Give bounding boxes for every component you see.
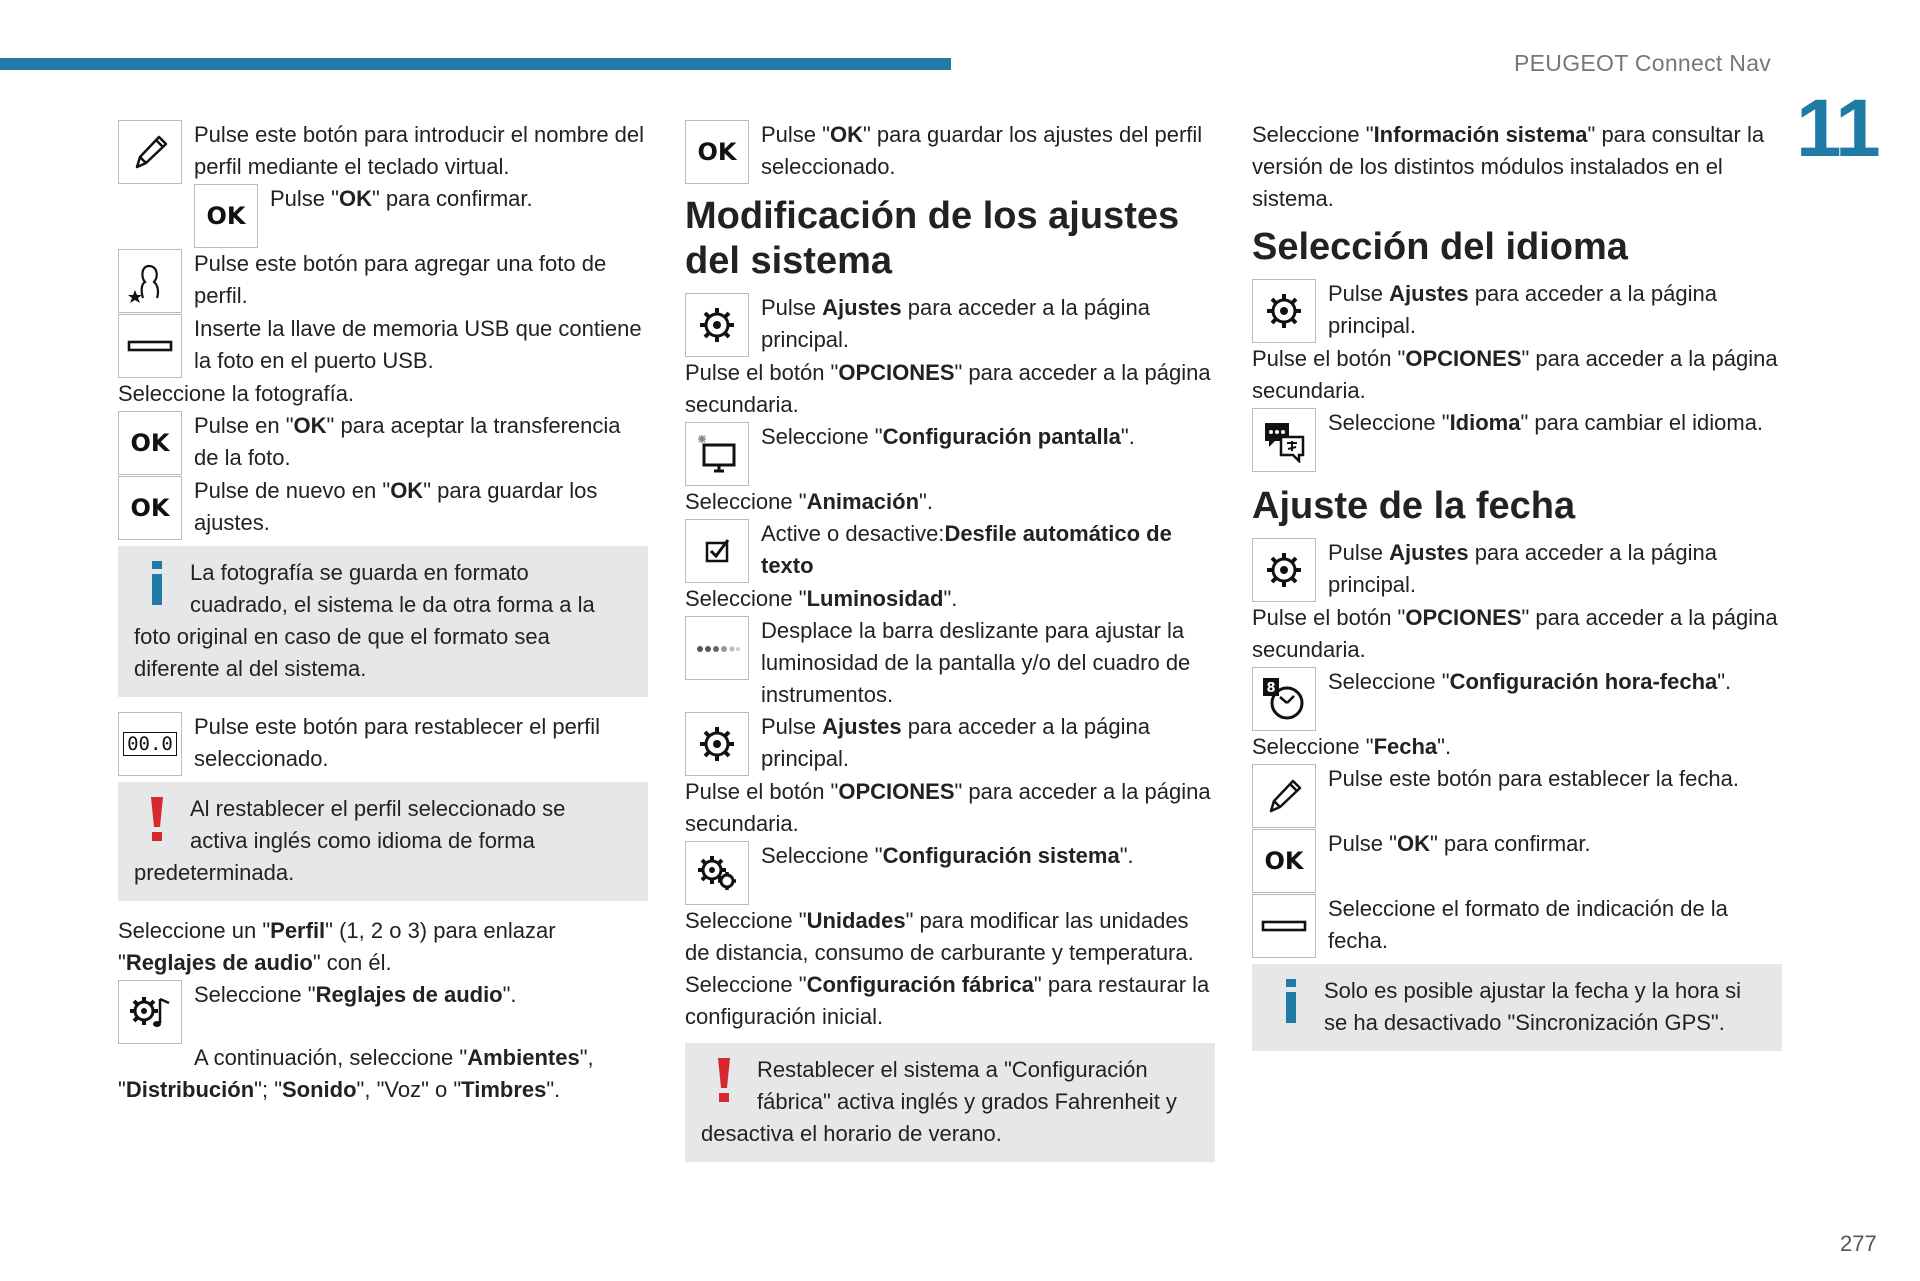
info-note: La fotografía se guarda en formato cuadrado, el sistema le da otra forma a la foto original en caso de que el formato sea diferente al del sistema. [118,546,648,697]
instruction-text: Pulse el botón "OPCIONES" para acceder a la página secundaria. [685,779,1211,836]
instruction-text: Seleccione "Información sistema" para consultar la versión de los distintos módulos instalados en el sistema. [1252,122,1765,211]
list-item: Seleccione "Configuración sistema". [685,840,1215,905]
column-1 [118,119,648,1106]
reset-profile-button[interactable]: 00.0 [118,712,182,776]
list-item: OK Pulse de nuevo en "OK" para guardar los ajustes. [118,475,648,540]
warning-icon [705,1056,743,1104]
list-item: Pulse Ajustes para acceder a la página principal. [1252,537,1782,602]
section-heading: Selección del idioma [1252,226,1628,268]
list-item: OK Pulse "OK" para confirmar. [118,183,648,248]
ok-button[interactable]: OK [118,476,182,540]
instruction-text: Seleccione "Configuración fábrica" para restaurar la configuración inicial. [685,972,1210,1029]
ok-button[interactable]: OK [194,184,258,248]
list-item: Pulse Ajustes para acceder a la página principal. [685,711,1215,776]
page-number: 277 [1840,1231,1877,1256]
clock-calendar-icon[interactable] [1252,667,1316,731]
instruction-text: Seleccione "Fecha". [1252,734,1452,759]
header-accent-bar [0,58,951,70]
warning-note: Al restablecer el perfil seleccionado se activa inglés como idioma de forma predeterminada. [118,782,648,901]
instruction-text: Seleccione "Unidades" para modificar las unidades de distancia, consumo de carburante y temperatura. [685,908,1194,965]
audio-settings-icon[interactable] [118,980,182,1044]
instruction-text: Pulse el botón "OPCIONES" para acceder a la página secundaria. [685,360,1211,417]
list-item: Pulse este botón para agregar una foto de perfil. [118,248,648,313]
svg-text:8: 8 [1266,681,1276,696]
display-settings-icon[interactable] [685,422,749,486]
gear-icon[interactable] [1252,538,1316,602]
list-item: Pulse Ajustes para acceder a la página principal. [1252,278,1782,343]
list-item: Pulse este botón para establecer la fecha. [1252,763,1782,828]
list-item: Seleccione "Idioma" para cambiar el idioma. [1252,407,1782,472]
chapter-number: 11 [1796,83,1879,174]
system-settings-icon[interactable] [685,841,749,905]
list-item: 00.0 Pulse este botón para restablecer el perfil seleccionado. [118,711,648,776]
info-note: Solo es posible ajustar la fecha y la hora si se ha desactivado "Sincronización GPS". [1252,964,1782,1051]
usb-bar-icon[interactable] [118,314,182,378]
ok-button[interactable]: OK [685,120,749,184]
list-item: Seleccione el formato de indicación de la fecha. [1252,893,1782,958]
language-icon[interactable] [1252,408,1316,472]
list-item: Active o desactive:Desfile automático de texto [685,518,1215,583]
list-item: Desplace la barra deslizante para ajustar la luminosidad de la pantalla y/o del cuadro de instrumentos. [685,615,1215,711]
list-item: Inserte la llave de memoria USB que contiene la foto en el puerto USB. [118,313,648,378]
instruction-text: Seleccione un "Perfil" (1, 2 o 3) para enlazar "Reglajes de audio" con él. [118,918,556,975]
profile-photo-icon[interactable] [118,249,182,313]
instruction-text: Seleccione "Luminosidad". [685,586,958,611]
column-3 [1252,119,1782,1065]
warning-icon [138,795,176,843]
list-item: Pulse este botón para introducir el nombre del perfil mediante el teclado virtual. [118,119,648,183]
section-heading: Ajuste de la fecha [1252,485,1576,527]
instruction-text: Seleccione "Animación". [685,489,933,514]
instruction-text: A continuación, seleccione "Ambientes", "Distribución"; "Sonido", "Voz" o "Timbres". [118,1045,594,1102]
list-item: OK Pulse "OK" para guardar los ajustes del perfil seleccionado. [685,119,1215,184]
warning-note: Restablecer el sistema a "Configuración fábrica" activa inglés y grados Fahrenheit y desactiva el horario de verano. [685,1043,1215,1162]
gear-icon[interactable] [685,293,749,357]
list-item: Pulse Ajustes para acceder a la página principal. [685,292,1215,357]
date-format-bar-icon[interactable] [1252,894,1316,958]
list-item: OK Pulse "OK" para confirmar. [1252,828,1782,893]
list-item: Seleccione "Configuración pantalla". [685,421,1215,486]
list-item: Seleccione "Reglajes de audio". [118,979,648,1044]
ok-button[interactable]: OK [1252,829,1316,893]
column-2 [685,119,1215,1176]
checkbox-icon[interactable] [685,519,749,583]
gear-icon[interactable] [1252,279,1316,343]
instruction-text: Pulse el botón "OPCIONES" para acceder a la página secundaria. [1252,346,1778,403]
pencil-icon[interactable] [118,120,182,184]
pencil-icon[interactable] [1252,764,1316,828]
ok-button[interactable]: OK [118,411,182,475]
instruction-text: Pulse el botón "OPCIONES" para acceder a la página secundaria. [1252,605,1778,662]
info-icon [138,559,176,607]
info-icon [1272,977,1310,1025]
instruction-text: Seleccione la fotografía. [118,381,355,406]
list-item: OK Pulse en "OK" para aceptar la transferencia de la foto. [118,410,648,475]
brightness-slider-icon[interactable] [685,616,749,680]
list-item: 8 Seleccione "Configuración hora-fecha". [1252,666,1782,731]
section-heading: Modificación de los ajustes del sistema [685,195,1180,282]
gear-icon[interactable] [685,712,749,776]
brand-title: PEUGEOT Connect Nav [1514,50,1772,76]
